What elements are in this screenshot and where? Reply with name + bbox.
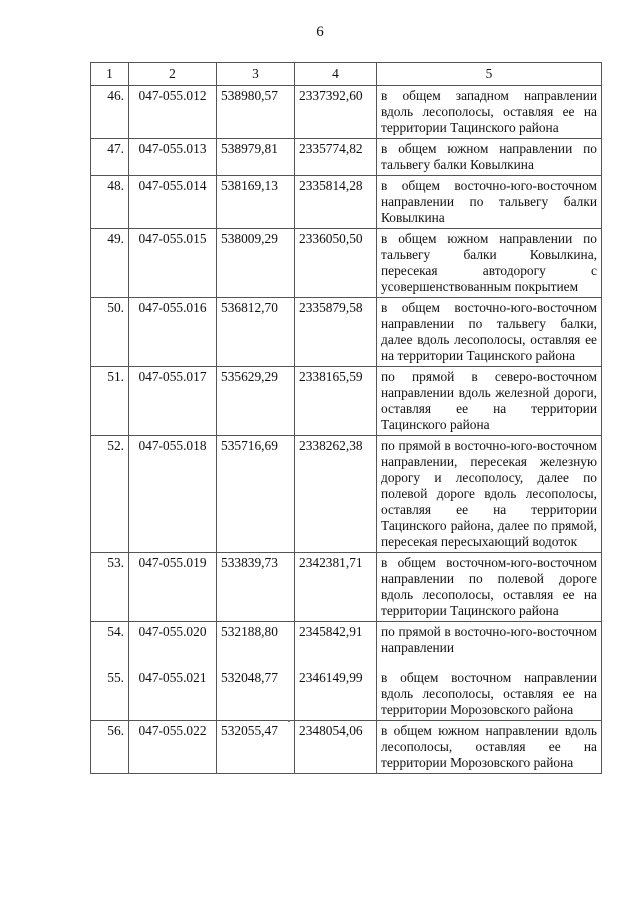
table-header-row — [91, 63, 602, 86]
row-number: 48. — [91, 176, 129, 229]
row-number: 56. — [91, 721, 129, 774]
coordinate-y: 2345842,91 — [295, 622, 377, 659]
table-row — [91, 298, 602, 367]
row-number: 49. — [91, 229, 129, 298]
coordinate-y: 2337392,60 — [295, 86, 377, 139]
coordinate-y: 2335774,82 — [295, 139, 377, 176]
row-number: 47. — [91, 139, 129, 176]
coordinate-y: 2342381,71 — [295, 553, 377, 622]
boundary-points-table — [90, 62, 602, 774]
row-number: 46. — [91, 86, 129, 139]
coordinate-y: 2348054,06 — [295, 721, 377, 774]
point-code: 047-055.018 — [129, 436, 217, 553]
table-row — [91, 436, 602, 553]
table-row — [91, 721, 602, 774]
coordinate-x: 538169,13 — [217, 176, 295, 229]
table-row — [91, 553, 602, 622]
row-number: 54. — [91, 622, 129, 659]
page-number: 6 — [316, 24, 324, 40]
row-number: 51. — [91, 367, 129, 436]
coordinate-x: 532055,47 — [217, 721, 295, 774]
point-code: 047-055.016 — [129, 298, 217, 367]
coordinate-x: 533839,73 — [217, 553, 295, 622]
coordinate-y: 2336050,50 — [295, 229, 377, 298]
row-number: 52. — [91, 436, 129, 553]
table-row — [91, 229, 602, 298]
point-code: 047-055.012 — [129, 86, 217, 139]
boundary-description: по прямой в восточно-юго-восточном направлении, пересекая железную дорогу и лесополосу, далее по полевой дороге вдоль лесополосы, оставляя ее на территории Тацинского района, далее по прямой, пересекая пересыхающий водоток — [377, 436, 602, 553]
column-header: 2 — [129, 63, 217, 86]
boundary-description: в общем южном направлении по тальвегу балки Ковылкина, пересекая автодорогу с усовершенствованным покрытием — [377, 229, 602, 298]
coordinate-x: 538979,81 — [217, 139, 295, 176]
boundary-description: в общем восточном направлении вдоль лесополосы, оставляя ее на территории Морозовского района — [377, 658, 602, 721]
point-code: 047-055.013 — [129, 139, 217, 176]
table-row — [91, 86, 602, 139]
coordinate-y: 2338165,59 — [295, 367, 377, 436]
table-row — [91, 367, 602, 436]
coordinate-y: 2335814,28 — [295, 176, 377, 229]
boundary-description: в общем западном направлении вдоль лесополосы, оставляя ее на территории Тацинского района — [377, 86, 602, 139]
coordinate-x: 535716,69 — [217, 436, 295, 553]
column-header: 3 — [217, 63, 295, 86]
column-header: 5 — [377, 63, 602, 86]
coordinate-x: 538980,57 — [217, 86, 295, 139]
coordinate-x: 538009,29 — [217, 229, 295, 298]
table-row — [91, 658, 602, 721]
coordinate-x: 532048,77 — [217, 658, 295, 721]
column-header: 1 — [91, 63, 129, 86]
point-code: 047-055.017 — [129, 367, 217, 436]
point-code: 047-055.020 — [129, 622, 217, 659]
boundary-description: в общем южном направлении вдоль лесополосы, оставляя ее на территории Морозовского района — [377, 721, 602, 774]
coordinate-y: 2338262,38 — [295, 436, 377, 553]
scan-speck — [288, 720, 290, 722]
boundary-description: по прямой в восточно-юго-восточном направлении — [377, 622, 602, 659]
boundary-description: в общем восточно-юго-восточном направлении по тальвегу балки Ковылкина — [377, 176, 602, 229]
boundary-description: по прямой в северо-восточном направлении вдоль железной дороги, оставляя ее на территории Тацинского района — [377, 367, 602, 436]
point-code: 047-055.019 — [129, 553, 217, 622]
table-row — [91, 139, 602, 176]
coordinate-x: 535629,29 — [217, 367, 295, 436]
point-code: 047-055.015 — [129, 229, 217, 298]
table-row — [91, 622, 602, 659]
coordinate-x: 536812,70 — [217, 298, 295, 367]
coordinate-y: 2346149,99 — [295, 658, 377, 721]
boundary-description: в общем южном направлении по тальвегу балки Ковылкина — [377, 139, 602, 176]
table-row — [91, 176, 602, 229]
column-header: 4 — [295, 63, 377, 86]
point-code: 047-055.014 — [129, 176, 217, 229]
boundary-description: в общем восточно-юго-восточном направлении по тальвегу балки, далее вдоль лесополосы, оставляя ее на территории Тацинского района — [377, 298, 602, 367]
coordinate-y: 2335879,58 — [295, 298, 377, 367]
row-number: 50. — [91, 298, 129, 367]
point-code: 047-055.022 — [129, 721, 217, 774]
row-number: 53. — [91, 553, 129, 622]
point-code: 047-055.021 — [129, 658, 217, 721]
coordinate-x: 532188,80 — [217, 622, 295, 659]
boundary-description: в общем восточном-юго-восточном направлении по полевой дороге вдоль лесополосы, оставляя ее на территории Тацинского района — [377, 553, 602, 622]
row-number: 55. — [91, 658, 129, 721]
